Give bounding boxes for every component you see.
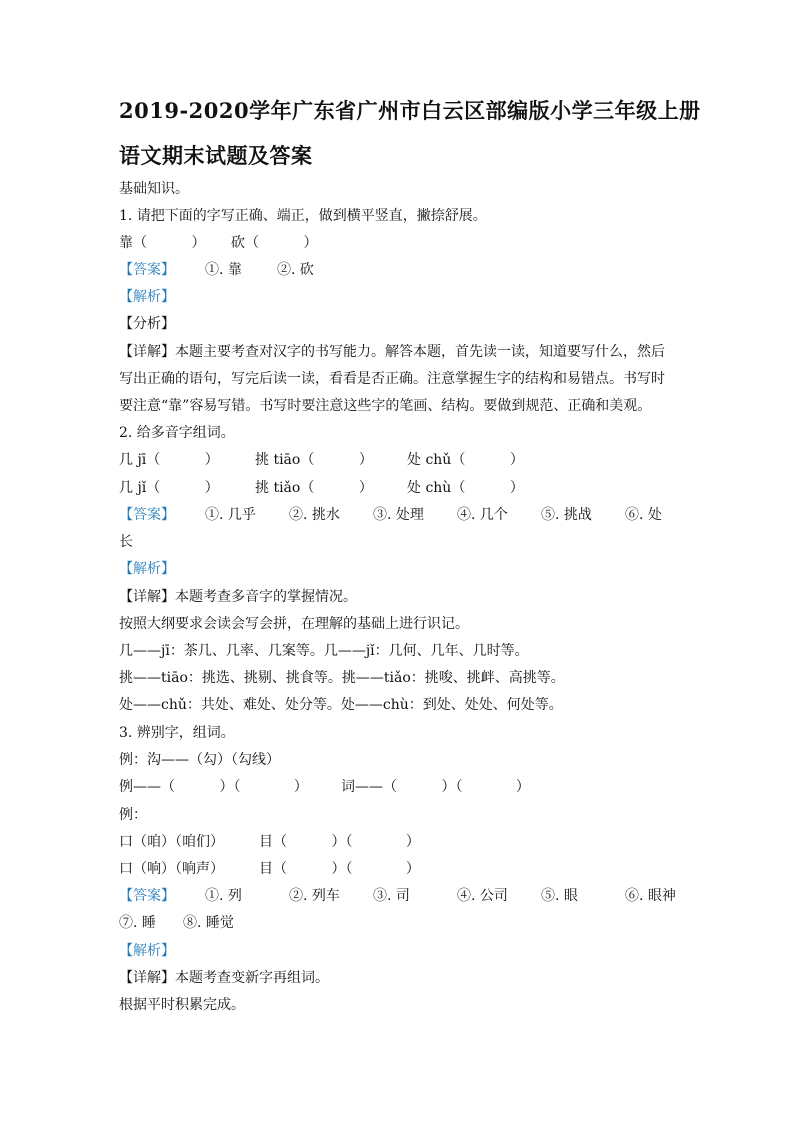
q1-items [119, 234, 318, 252]
q1-detail-text: 本题主要考查对汉字的书写能力。解答本题，首先读一读，知道要写什么，然后 [175, 344, 665, 360]
q1-item-2: 砍（ ） [231, 235, 318, 251]
q2-row-2 [119, 479, 524, 497]
analysis-tag: 【解析】 [119, 289, 175, 305]
q2-paragraph-2: 几——jī：茶几、几率、几案等。几——jǐ：几何、几年、几时等。 [119, 643, 529, 659]
q3-answer [119, 887, 676, 905]
q3-paragraph-1: 根据平时积累完成。 [119, 997, 245, 1013]
q3-row3-item-1: 口（响）（响声） [119, 861, 224, 877]
detail-tag: 【详解】 [119, 589, 175, 605]
q2-paragraph-1: 按照大纲要求会读会写会拼，在理解的基础上进行识记。 [119, 616, 469, 632]
answer-tag: 【答案】 [119, 888, 175, 904]
q2-row2-item-3: 处 chù（ ） [407, 480, 524, 496]
q3-row1-item-1: 例——（ ）（ ） [119, 779, 308, 795]
q3-example-label: 例： [119, 807, 147, 823]
q2-row1-item-2: 挑 tiāo（ ） [255, 452, 373, 468]
section-heading: 基础知识。 [119, 181, 189, 197]
q2-answer-2: ②. 挑水 [289, 507, 340, 523]
q2-answer-1: ①. 几乎 [205, 507, 256, 523]
q2-answer [119, 506, 662, 524]
q2-row-1 [119, 451, 524, 469]
q3-row1-item-2: 词——（ ）（ ） [341, 779, 530, 795]
q3-detail-text: 本题考查变新字再组词。 [175, 970, 329, 986]
q3-row2-item-1: 口（咱）（咱们） [119, 834, 224, 850]
q3-answer-4: ④. 公司 [457, 888, 508, 904]
q3-example: 例：沟——（勾）（勾线） [119, 752, 280, 768]
q3-answer-8: ⑧. 睡觉 [183, 915, 234, 931]
analysis-tag: 【解析】 [119, 943, 175, 959]
q3-prompt: 3. 辨别字，组词。 [119, 725, 235, 741]
q1-item-1: 靠（ ） [119, 235, 206, 251]
q2-answer-4: ④. 几个 [457, 507, 508, 523]
answer-tag: 【答案】 [119, 507, 175, 523]
q3-answer-3: ③. 司 [373, 888, 410, 904]
q1-answer-2: ②. 砍 [277, 262, 314, 278]
q1-detail [119, 343, 665, 361]
q2-row2-item-1: 几 jǐ（ ） [119, 480, 219, 496]
document-title-line2: 语文期末试题及答案 [119, 143, 313, 168]
q3-row-1 [119, 778, 530, 796]
q2-answer-6: ⑥. 处 [625, 507, 662, 523]
q3-answer-1: ①. 列 [205, 888, 242, 904]
q3-answer-continued [119, 914, 234, 932]
q3-answer-2: ②. 列车 [289, 888, 340, 904]
document-title-line1: 2019-2020学年广东省广州市白云区部编版小学三年级上册 [119, 98, 701, 123]
detail-tag: 【详解】 [119, 344, 175, 360]
q2-row1-item-3: 处 chǔ（ ） [407, 452, 524, 468]
q2-detail [119, 588, 357, 606]
q2-prompt: 2. 给多音字组词。 [119, 425, 235, 441]
q3-answer-6: ⑥. 眼神 [625, 888, 676, 904]
q3-row3-item-2: 目（ ）（ ） [259, 861, 420, 877]
answer-tag: 【答案】 [119, 262, 175, 278]
q1-answer [119, 261, 314, 279]
q3-row-2 [119, 833, 420, 851]
fenxi-tag: 【分析】 [119, 316, 175, 332]
q3-row-3 [119, 860, 420, 878]
q1-detail-2: 写出正确的语句，写完后读一读，看看是否正确。注意掌握生字的结构和易错点。书写时 [119, 371, 665, 387]
q2-answer-5: ⑤. 挑战 [541, 507, 592, 523]
q2-answer-3: ③. 处理 [373, 507, 424, 523]
q3-answer-5: ⑤. 眼 [541, 888, 578, 904]
q1-prompt: 1. 请把下面的字写正确、端正，做到横平竖直，撇捺舒展。 [119, 208, 487, 224]
detail-tag: 【详解】 [119, 970, 175, 986]
q3-detail [119, 969, 329, 987]
q2-answer-wrap: 长 [119, 534, 133, 550]
q2-paragraph-3: 挑——tiāo：挑选、挑剔、挑食等。挑——tiǎo：挑唆、挑衅、高挑等。 [119, 670, 565, 686]
q3-answer-7: ⑦. 睡 [119, 915, 156, 931]
q1-detail-3: 要注意“靠”容易写错。书写时要注意这些字的笔画、结构。要做到规范、正确和美观。 [119, 398, 652, 414]
analysis-tag: 【解析】 [119, 561, 175, 577]
q2-row1-item-1: 几 jī（ ） [119, 452, 219, 468]
q2-paragraph-4: 处——chǔ：共处、难处、处分等。处——chù：到处、处处、何处等。 [119, 697, 563, 713]
q2-row2-item-2: 挑 tiǎo（ ） [255, 480, 373, 496]
q1-answer-1: ①. 靠 [205, 262, 242, 278]
q2-detail-text: 本题考查多音字的掌握情况。 [175, 589, 357, 605]
q3-row2-item-2: 目（ ）（ ） [259, 834, 420, 850]
